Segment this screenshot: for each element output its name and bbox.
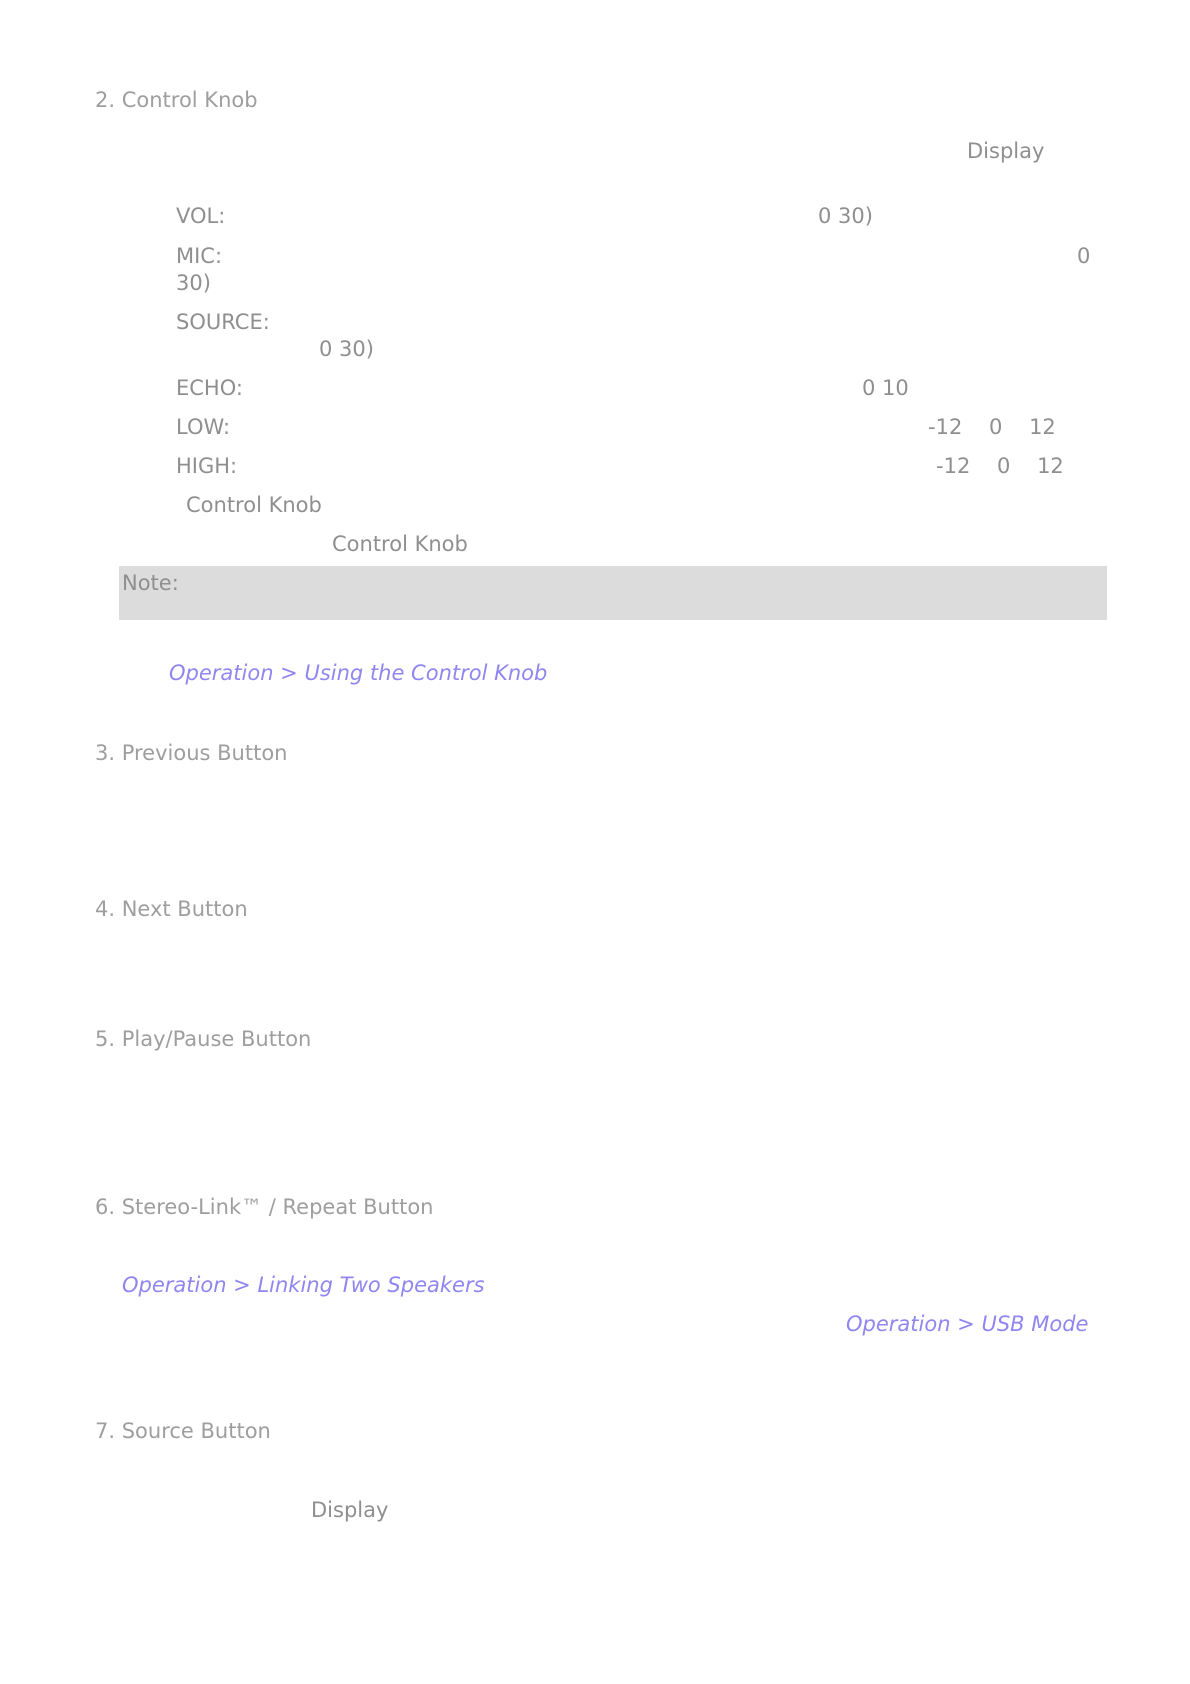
section-heading-next-button: 4. Next Button [95, 897, 248, 921]
low-label: LOW: [176, 415, 231, 439]
section-heading-control-knob: 2. Control Knob [95, 88, 258, 112]
echo-label: ECHO: [176, 376, 243, 400]
note-box [119, 566, 1107, 620]
section-heading-source-button: 7. Source Button [95, 1419, 271, 1443]
high-label: HIGH: [176, 454, 238, 478]
high-range: -12 0 12 [936, 454, 1064, 478]
vol-range: 0 30) [818, 204, 873, 228]
mic-range-start: 0 [1077, 244, 1091, 268]
source-label: SOURCE: [176, 310, 270, 334]
link-usb-mode[interactable]: Operation > USB Mode [846, 1312, 1089, 1336]
source-range: 0 30) [319, 337, 374, 361]
display-label: Display [311, 1498, 389, 1522]
link-linking-two-speakers[interactable]: Operation > Linking Two Speakers [122, 1273, 485, 1297]
note-label: Note: [122, 571, 179, 595]
echo-range: 0 10 [862, 376, 909, 400]
control-knob-reference: Control Knob [332, 532, 468, 556]
mic-label: MIC: [176, 244, 223, 268]
control-knob-reference: Control Knob [186, 493, 322, 517]
section-heading-play-pause-button: 5. Play/Pause Button [95, 1027, 312, 1051]
display-label: Display [967, 139, 1045, 163]
vol-label: VOL: [176, 204, 226, 228]
link-using-control-knob[interactable]: Operation > Using the Control Knob [169, 661, 548, 685]
section-heading-previous-button: 3. Previous Button [95, 741, 288, 765]
mic-range-end: 30) [176, 271, 211, 295]
low-range: -12 0 12 [928, 415, 1056, 439]
section-heading-stereo-link-button: 6. Stereo-Link™ / Repeat Button [95, 1195, 434, 1219]
